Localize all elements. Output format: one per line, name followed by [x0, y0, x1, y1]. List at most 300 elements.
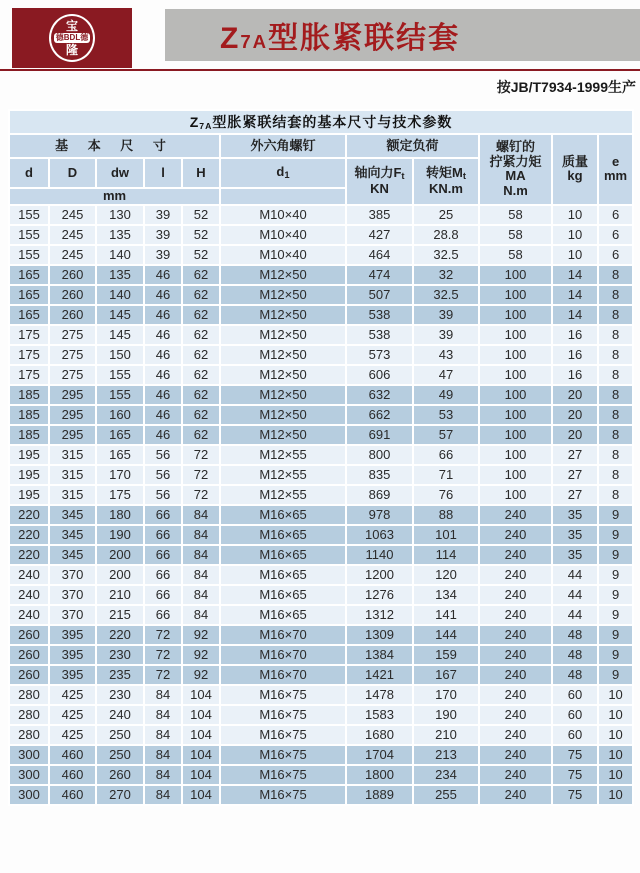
cell: 92	[182, 665, 220, 685]
cell: 66	[144, 525, 182, 545]
cell: 14	[552, 285, 598, 305]
cell: 62	[182, 405, 220, 425]
cell: 100	[479, 365, 552, 385]
cell: 175	[9, 365, 49, 385]
cell: 295	[49, 425, 96, 445]
cell: 260	[9, 665, 49, 685]
cell: 62	[182, 265, 220, 285]
cell: 32	[413, 265, 479, 285]
cell: 300	[9, 745, 49, 765]
cell: 220	[9, 505, 49, 525]
cell: 58	[479, 225, 552, 245]
company-logo	[12, 8, 132, 68]
cell: 691	[346, 425, 413, 445]
cell: 9	[598, 545, 633, 565]
cell: 240	[479, 585, 552, 605]
cell: 240	[479, 505, 552, 525]
cell: 1800	[346, 765, 413, 785]
cell: 1312	[346, 605, 413, 625]
cell: 72	[182, 465, 220, 485]
page-title-suffix: 型胀紧联结套	[268, 22, 461, 55]
d1-main: d	[276, 164, 285, 180]
cell: 250	[96, 725, 144, 745]
cell: 175	[96, 485, 144, 505]
cell: 84	[144, 705, 182, 725]
cell: 88	[413, 505, 479, 525]
cell: 39	[144, 245, 182, 265]
axial-force-sub: t	[401, 171, 405, 182]
cell: 538	[346, 325, 413, 345]
cell: 155	[9, 225, 49, 245]
cell: 165	[9, 305, 49, 325]
cell: 9	[598, 605, 633, 625]
cell: 32.5	[413, 245, 479, 265]
table-row	[9, 725, 633, 745]
cell: 100	[479, 445, 552, 465]
cell: 6	[598, 245, 633, 265]
cell: 10	[598, 745, 633, 765]
cell: M12×50	[220, 265, 346, 285]
cell: 84	[144, 725, 182, 745]
cell: 275	[49, 345, 96, 365]
table-row	[9, 705, 633, 725]
cell: 46	[144, 305, 182, 325]
cell: 66	[144, 605, 182, 625]
cell: 245	[49, 245, 96, 265]
cell: 190	[96, 525, 144, 545]
unit-row-mm: mm	[9, 188, 220, 205]
cell: 240	[479, 645, 552, 665]
cell: 84	[182, 505, 220, 525]
page-title-prefix: Z	[220, 22, 241, 55]
cell: M16×65	[220, 525, 346, 545]
cell: 28.8	[413, 225, 479, 245]
cell: 1276	[346, 585, 413, 605]
cell: 234	[413, 765, 479, 785]
cell: 1140	[346, 545, 413, 565]
cell: 72	[182, 445, 220, 465]
cell: 200	[96, 545, 144, 565]
cell: 210	[413, 725, 479, 745]
cell: 134	[413, 585, 479, 605]
table-row	[9, 625, 633, 645]
table-row	[9, 645, 633, 665]
title-bar	[165, 9, 640, 61]
cell: 6	[598, 205, 633, 225]
cell: 255	[413, 785, 479, 805]
torque-unit: KN.m	[429, 180, 463, 196]
cell: 39	[144, 225, 182, 245]
cell: 300	[9, 765, 49, 785]
table-row	[9, 405, 633, 425]
cell: 573	[346, 345, 413, 365]
cell: 100	[479, 305, 552, 325]
cell: 66	[144, 545, 182, 565]
cell: 220	[9, 545, 49, 565]
cell: 39	[413, 305, 479, 325]
cell: 538	[346, 305, 413, 325]
table-row	[9, 225, 633, 245]
cell: 240	[9, 585, 49, 605]
cell: 27	[552, 465, 598, 485]
cell: 32.5	[413, 285, 479, 305]
cell: 27	[552, 485, 598, 505]
cell: 295	[49, 385, 96, 405]
cell: 275	[49, 325, 96, 345]
table-row	[9, 485, 633, 505]
cell: M10×40	[220, 205, 346, 225]
cell: M10×40	[220, 225, 346, 245]
cell: 104	[182, 765, 220, 785]
table-row	[9, 585, 633, 605]
cell: 507	[346, 285, 413, 305]
col-header-H: H	[182, 158, 220, 188]
cell: 395	[49, 645, 96, 665]
cell: 135	[96, 265, 144, 285]
cell: 10	[552, 205, 598, 225]
cell: 62	[182, 365, 220, 385]
cell: 1680	[346, 725, 413, 745]
cell: 460	[49, 785, 96, 805]
cell: 14	[552, 305, 598, 325]
logo-char-top: 宝	[65, 19, 78, 33]
cell: 27	[552, 445, 598, 465]
cell: M16×75	[220, 785, 346, 805]
cell: 160	[96, 405, 144, 425]
cell: 62	[182, 345, 220, 365]
cell: 280	[9, 685, 49, 705]
cell: 1421	[346, 665, 413, 685]
table-row	[9, 665, 633, 685]
page-title-sub: 7A	[240, 31, 269, 52]
cell: 56	[144, 445, 182, 465]
table-row	[9, 265, 633, 285]
cell: 464	[346, 245, 413, 265]
cell: 240	[479, 685, 552, 705]
axial-force-label: 轴向力F	[354, 165, 402, 181]
cell: 100	[479, 405, 552, 425]
cell: 6	[598, 225, 633, 245]
table-row	[9, 505, 633, 525]
table-row	[9, 345, 633, 365]
table-row	[9, 785, 633, 805]
cell: 9	[598, 645, 633, 665]
cell: M12×50	[220, 325, 346, 345]
cell: 46	[144, 385, 182, 405]
cell: 215	[96, 605, 144, 625]
cell: 16	[552, 365, 598, 385]
unit-row-empty	[220, 188, 346, 205]
cell: 662	[346, 405, 413, 425]
cell: 167	[413, 665, 479, 685]
table-row	[9, 245, 633, 265]
cell: 46	[144, 285, 182, 305]
cell: 66	[144, 585, 182, 605]
cell: 104	[182, 745, 220, 765]
cell: 8	[598, 485, 633, 505]
cell: 210	[96, 585, 144, 605]
spec-table	[8, 109, 634, 806]
cell: 155	[96, 365, 144, 385]
cell: 8	[598, 265, 633, 285]
cell: 56	[144, 485, 182, 505]
cell: 165	[96, 445, 144, 465]
cell: 165	[96, 425, 144, 445]
cell: 84	[182, 585, 220, 605]
cell: 978	[346, 505, 413, 525]
cell: M16×75	[220, 725, 346, 745]
cell: 8	[598, 425, 633, 445]
cell: 25	[413, 205, 479, 225]
cell: 92	[182, 625, 220, 645]
cell: 35	[552, 525, 598, 545]
cell: 52	[182, 205, 220, 225]
cell: 230	[96, 685, 144, 705]
cell: 104	[182, 685, 220, 705]
cell: 46	[144, 405, 182, 425]
mass-unit: kg	[567, 168, 583, 184]
cell: 46	[144, 325, 182, 345]
cell: 150	[96, 345, 144, 365]
cell: 49	[413, 385, 479, 405]
cell: 395	[49, 625, 96, 645]
cell: 8	[598, 385, 633, 405]
cell: 240	[479, 665, 552, 685]
cell: 155	[96, 385, 144, 405]
cell: 213	[413, 745, 479, 765]
tightening-torque-line3: MA	[505, 168, 526, 184]
cell: 10	[552, 225, 598, 245]
cell: 76	[413, 485, 479, 505]
col-header-D: D	[49, 158, 96, 188]
cell: 14	[552, 265, 598, 285]
cell: 10	[598, 785, 633, 805]
cell: 240	[479, 745, 552, 765]
cell: 52	[182, 225, 220, 245]
cell: 170	[96, 465, 144, 485]
cell: 250	[96, 745, 144, 765]
cell: 175	[9, 325, 49, 345]
cell: 427	[346, 225, 413, 245]
cell: 100	[479, 465, 552, 485]
cell: 240	[96, 705, 144, 725]
cell: 62	[182, 385, 220, 405]
cell: 75	[552, 765, 598, 785]
cell: 58	[479, 245, 552, 265]
cell: 155	[9, 205, 49, 225]
cell: 84	[144, 685, 182, 705]
cell: 72	[182, 485, 220, 505]
cell: 315	[49, 465, 96, 485]
cell: 370	[49, 565, 96, 585]
cell: M12×50	[220, 345, 346, 365]
cell: 235	[96, 665, 144, 685]
tightening-torque-line1: 螺钉的	[495, 138, 535, 154]
cell: 240	[479, 725, 552, 745]
cell: 185	[9, 385, 49, 405]
cell: 260	[49, 285, 96, 305]
cell: 185	[9, 405, 49, 425]
cell: 62	[182, 425, 220, 445]
cell: 8	[598, 285, 633, 305]
cell: 315	[49, 485, 96, 505]
cell: 75	[552, 745, 598, 765]
cell: 140	[96, 285, 144, 305]
cell: 295	[49, 405, 96, 425]
cell: 1889	[346, 785, 413, 805]
cell: 140	[96, 245, 144, 265]
logo-banner: 德BDL德	[55, 33, 89, 42]
cell: M16×75	[220, 705, 346, 725]
cell: 135	[96, 225, 144, 245]
logo-emblem-circle	[49, 14, 95, 62]
mass-label: 质量	[561, 153, 588, 169]
cell: 72	[144, 625, 182, 645]
cell: 72	[144, 665, 182, 685]
cell: 10	[552, 245, 598, 265]
cell: 425	[49, 705, 96, 725]
table-row	[9, 325, 633, 345]
cell: 9	[598, 505, 633, 525]
cell: 46	[144, 365, 182, 385]
cell: 345	[49, 525, 96, 545]
cell: 57	[413, 425, 479, 445]
cell: 240	[479, 545, 552, 565]
cell: 220	[96, 625, 144, 645]
cell: 84	[182, 545, 220, 565]
cell: 47	[413, 365, 479, 385]
page-title	[220, 13, 460, 57]
cell: 8	[598, 305, 633, 325]
cell: 8	[598, 365, 633, 385]
cell: 300	[9, 785, 49, 805]
cell: 39	[413, 325, 479, 345]
cell: 84	[182, 525, 220, 545]
table-row	[9, 685, 633, 705]
cell: 10	[598, 725, 633, 745]
cell: 370	[49, 605, 96, 625]
cell: 35	[552, 505, 598, 525]
table-row	[9, 565, 633, 585]
cell: 35	[552, 545, 598, 565]
cell: 62	[182, 285, 220, 305]
cell: 58	[479, 205, 552, 225]
cell: 104	[182, 785, 220, 805]
cell: 20	[552, 425, 598, 445]
cell: 200	[96, 565, 144, 585]
cell: 395	[49, 665, 96, 685]
cell: 8	[598, 445, 633, 465]
table-row	[9, 365, 633, 385]
table-row	[9, 545, 633, 565]
cell: M12×50	[220, 405, 346, 425]
cell: M16×65	[220, 585, 346, 605]
col-group-basic-dimensions: 基 本 尺 寸	[9, 134, 220, 158]
cell: 632	[346, 385, 413, 405]
cell: 195	[9, 485, 49, 505]
cell: 240	[9, 605, 49, 625]
cell: 8	[598, 345, 633, 365]
cell: 800	[346, 445, 413, 465]
cell: 280	[9, 705, 49, 725]
cell: 48	[552, 645, 598, 665]
cell: 1063	[346, 525, 413, 545]
cell: 60	[552, 685, 598, 705]
cell: 175	[9, 345, 49, 365]
cell: 20	[552, 405, 598, 425]
torque-sub: t	[462, 171, 466, 182]
table-row	[9, 605, 633, 625]
cell: 474	[346, 265, 413, 285]
cell: 155	[9, 245, 49, 265]
cell: M12×50	[220, 285, 346, 305]
cell: 260	[9, 625, 49, 645]
cell: 8	[598, 465, 633, 485]
cell: 71	[413, 465, 479, 485]
cell: 835	[346, 465, 413, 485]
col-group-rated-load: 额定负荷	[346, 134, 479, 158]
cell: 92	[182, 645, 220, 665]
cell: 170	[413, 685, 479, 705]
table-body	[9, 205, 633, 805]
cell: 72	[144, 645, 182, 665]
cell: 48	[552, 625, 598, 645]
cell: 130	[96, 205, 144, 225]
cell: 869	[346, 485, 413, 505]
cell: 240	[479, 705, 552, 725]
cell: 75	[552, 785, 598, 805]
cell: 53	[413, 405, 479, 425]
cell: 385	[346, 205, 413, 225]
cell: M12×50	[220, 365, 346, 385]
cell: 66	[413, 445, 479, 465]
col-header-mass	[552, 134, 598, 205]
tightening-torque-line4: N.m	[503, 183, 528, 199]
table-row	[9, 525, 633, 545]
cell: 606	[346, 365, 413, 385]
cell: 245	[49, 225, 96, 245]
cell: 190	[413, 705, 479, 725]
cell: 165	[9, 285, 49, 305]
axial-force-unit: KN	[370, 180, 389, 196]
cell: M12×55	[220, 465, 346, 485]
col-header-d: d	[9, 158, 49, 188]
cell: 240	[479, 785, 552, 805]
logo-char-bottom: 隆	[65, 43, 78, 57]
cell: 120	[413, 565, 479, 585]
cell: 100	[479, 265, 552, 285]
cell: 48	[552, 665, 598, 685]
cell: 220	[9, 525, 49, 545]
cell: 1309	[346, 625, 413, 645]
cell: 66	[144, 505, 182, 525]
cell: 145	[96, 325, 144, 345]
cell: 240	[9, 565, 49, 585]
cell: M16×75	[220, 765, 346, 785]
cell: 10	[598, 685, 633, 705]
cell: 100	[479, 285, 552, 305]
cell: 159	[413, 645, 479, 665]
d1-sub: 1	[284, 170, 290, 181]
cell: 9	[598, 585, 633, 605]
cell: 101	[413, 525, 479, 545]
cell: 315	[49, 445, 96, 465]
table-title	[9, 110, 633, 134]
table-title-suffix: 型胀紧联结套的基本尺寸与技术参数	[212, 113, 453, 130]
cell: 230	[96, 645, 144, 665]
cell: M12×55	[220, 485, 346, 505]
col-group-hex-screw: 外六角螺钉	[220, 134, 346, 158]
